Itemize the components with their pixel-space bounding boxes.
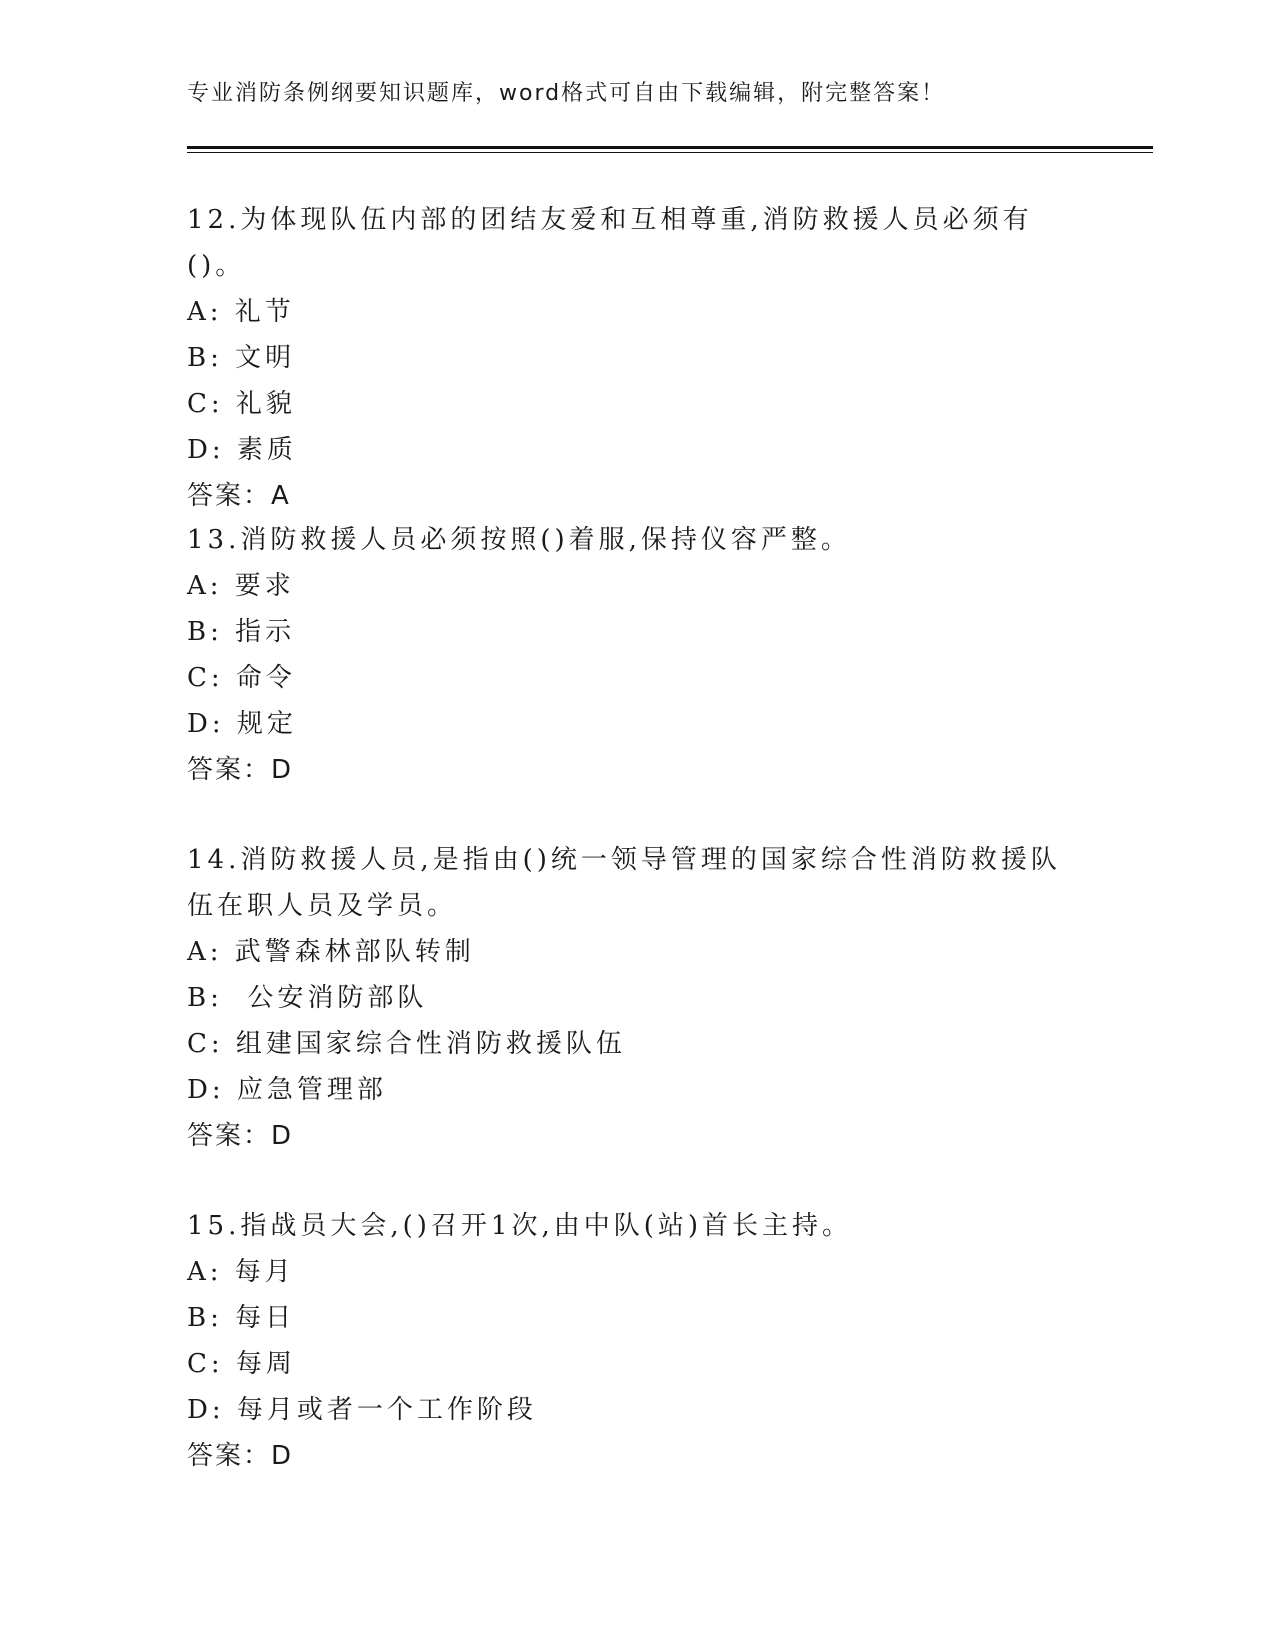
question-14 (187, 837, 1087, 1159)
question-stem: 13.消防救援人员必须按照()着服,保持仪容严整。 (187, 525, 851, 555)
option-d: D: 应急管理部 (187, 1075, 387, 1105)
answer: 答案：A (187, 481, 291, 511)
option-d: D: 每月或者一个工作阶段 (187, 1395, 537, 1425)
option-c: C: 组建国家综合性消防救援队伍 (187, 1029, 626, 1059)
option-b: B: 文明 (187, 343, 296, 373)
option-b: B: 每日 (187, 1303, 296, 1333)
option-a: A: 礼节 (187, 297, 295, 327)
option-c: C: 每周 (187, 1349, 296, 1379)
answer: 答案：D (187, 755, 294, 785)
option-d: D: 规定 (187, 709, 297, 739)
option-a: A: 每月 (187, 1257, 295, 1287)
option-a: A: 武警森林部队转制 (187, 937, 475, 967)
answer: 答案：D (187, 1121, 294, 1151)
header-rule-thin (187, 152, 1153, 153)
question-13 (187, 517, 1087, 793)
question-stem: 12.为体现队伍内部的团结友爱和互相尊重,消防救援人员必须有()。 (187, 205, 1033, 281)
answer: 答案：D (187, 1441, 294, 1471)
header-rule-thick (187, 146, 1153, 149)
option-a: A: 要求 (187, 571, 295, 601)
question-stem: 15.指战员大会,()召开1次,由中队(站)首长主持。 (187, 1211, 852, 1241)
option-c: C: 礼貌 (187, 389, 296, 419)
question-stem: 14.消防救援人员,是指由()统一领导管理的国家综合性消防救援队伍在职人员及学员。 (187, 845, 1061, 921)
page-header: 专业消防条例纲要知识题库，word格式可自由下载编辑，附完整答案！ (187, 81, 946, 106)
option-c: C: 命令 (187, 663, 296, 693)
question-12 (187, 197, 1087, 519)
question-15 (187, 1203, 1087, 1479)
option-b: B: 公安消防部队 (187, 983, 428, 1013)
option-b: B: 指示 (187, 617, 296, 647)
option-d: D: 素质 (187, 435, 297, 465)
